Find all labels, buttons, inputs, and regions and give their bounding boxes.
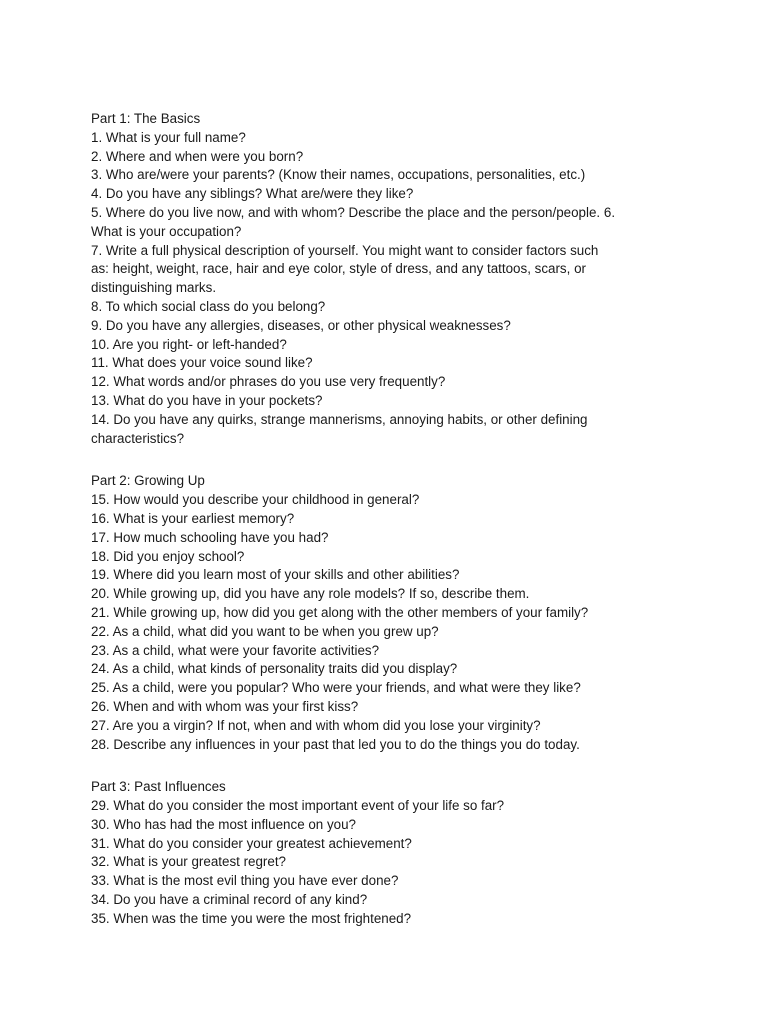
question-line: 5. Where do you live now, and with whom? Describe the place and the person/people. 6. bbox=[91, 204, 616, 220]
question-line: 9. Do you have any allergies, diseases, or other physical weaknesses? bbox=[91, 317, 511, 333]
question-line: 21. While growing up, how did you get along with the other members of your family? bbox=[91, 604, 589, 620]
question-line: 19. Where did you learn most of your skills and other abilities? bbox=[91, 567, 460, 583]
question-line: as: height, weight, race, hair and eye color, style of dress, and any tattoos, scars, or bbox=[91, 261, 586, 277]
question-line: 16. What is your earliest memory? bbox=[91, 510, 295, 526]
question-line: 30. Who has had the most influence on you? bbox=[91, 816, 357, 832]
question-line: 1. What is your full name? bbox=[91, 129, 246, 145]
question-line: 25. As a child, were you popular? Who were your friends, and what were they like? bbox=[91, 680, 581, 696]
question-line: 24. As a child, what kinds of personality traits did you display? bbox=[91, 661, 458, 677]
question-line: 10. Are you right- or left-handed? bbox=[91, 336, 287, 352]
question-line: 20. While growing up, did you have any role models? If so, describe them. bbox=[91, 586, 530, 602]
section-heading: Part 2: Growing Up bbox=[91, 473, 205, 489]
question-line: 17. How much schooling have you had? bbox=[91, 529, 329, 545]
question-line: 3. Who are/were your parents? (Know their names, occupations, personalities, etc.) bbox=[91, 167, 586, 183]
question-line: What is your occupation? bbox=[91, 223, 242, 239]
section-part-1 bbox=[91, 110, 691, 448]
question-line: 15. How would you describe your childhood in general? bbox=[91, 492, 420, 508]
question-line: 12. What words and/or phrases do you use very frequently? bbox=[91, 374, 446, 390]
question-line: 13. What do you have in your pockets? bbox=[91, 392, 323, 408]
section-heading: Part 3: Past Influences bbox=[91, 779, 226, 795]
question-line: 18. Did you enjoy school? bbox=[91, 548, 245, 564]
question-line: 2. Where and when were you born? bbox=[91, 148, 304, 164]
question-line: 11. What does your voice sound like? bbox=[91, 355, 313, 371]
questionnaire-document bbox=[91, 110, 691, 929]
question-line: 27. Are you a virgin? If not, when and with whom did you lose your virginity? bbox=[91, 717, 541, 733]
question-line: 23. As a child, what were your favorite activities? bbox=[91, 642, 380, 658]
question-line: 33. What is the most evil thing you have ever done? bbox=[91, 873, 399, 889]
question-line: 22. As a child, what did you want to be when you grew up? bbox=[91, 623, 439, 639]
question-line: 4. Do you have any siblings? What are/were they like? bbox=[91, 186, 414, 202]
section-part-3 bbox=[91, 778, 691, 928]
question-line: 8. To which social class do you belong? bbox=[91, 298, 326, 314]
question-line: 29. What do you consider the most important event of your life so far? bbox=[91, 798, 505, 814]
question-line: 35. When was the time you were the most frightened? bbox=[91, 910, 412, 926]
section-part-2 bbox=[91, 472, 691, 754]
question-line: 32. What is your greatest regret? bbox=[91, 854, 287, 870]
question-line: 31. What do you consider your greatest achievement? bbox=[91, 835, 412, 851]
question-line: 7. Write a full physical description of yourself. You might want to consider factors such bbox=[91, 242, 599, 258]
question-line: 34. Do you have a criminal record of any kind? bbox=[91, 892, 368, 908]
question-line: 26. When and with whom was your first kiss? bbox=[91, 698, 359, 714]
question-line: characteristics? bbox=[91, 430, 185, 446]
question-line: 14. Do you have any quirks, strange mannerisms, annoying habits, or other defining bbox=[91, 411, 588, 427]
question-line: 28. Describe any influences in your past that led you to do the things you do today. bbox=[91, 736, 580, 752]
question-line: distinguishing marks. bbox=[91, 280, 217, 296]
section-heading: Part 1: The Basics bbox=[91, 111, 201, 126]
